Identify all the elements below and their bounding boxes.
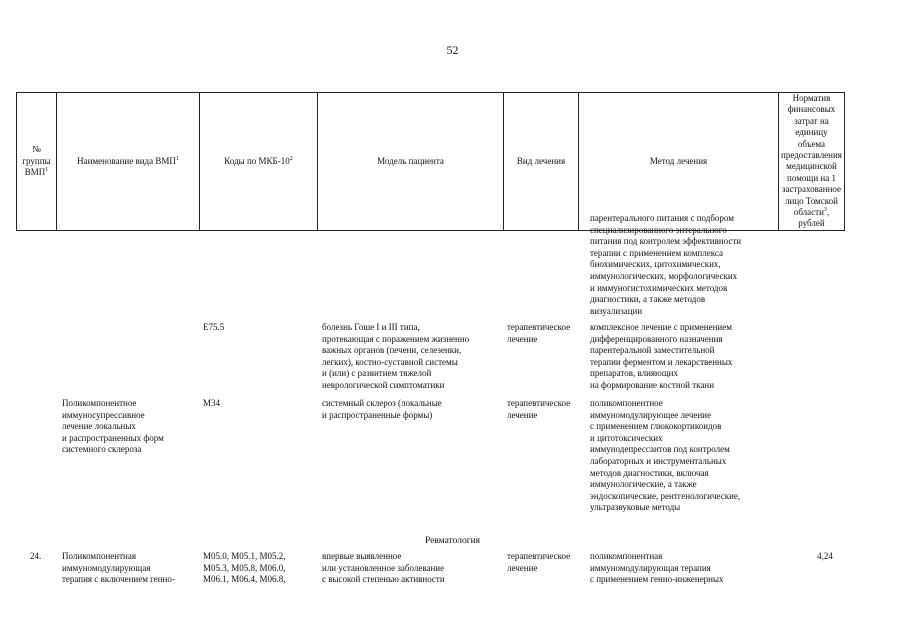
method-cell: поликомпонентная иммуномодулирующая терапия с применением генно-инженерных bbox=[590, 551, 724, 585]
patient-model-cell: системный склероз (локальные и распространенные формы) bbox=[322, 398, 442, 420]
header-treatment-type: Вид лечения bbox=[504, 93, 579, 231]
table-header bbox=[16, 92, 845, 231]
icd-codes-cell: E75.5 bbox=[203, 322, 225, 332]
icd-codes-cell: M34 bbox=[203, 398, 221, 408]
vmp-name-cell: Поликомпонентное иммуносупрессивное лечение локальных и распространенных форм системного склероза bbox=[62, 398, 164, 455]
header-cost-norm: Норматив финансовых затрат на единицу объема предоставления медицинской помощи на 1 застрахованное лицо Томской области$^3$, рублей bbox=[779, 93, 845, 231]
cost-norm-cell: 4,24 bbox=[817, 551, 833, 561]
header-treatment-method: Метод лечения bbox=[579, 93, 779, 231]
patient-model-cell: болезнь Гоше I и III типа, протекающая с поражением жизненно важных органов (печени, селезенки, легких), костно-суставной системы и (или) с развитием тяжелой неврологической симптоматики bbox=[322, 322, 470, 390]
section-title: Ревматология bbox=[424, 536, 481, 546]
treatment-type-cell: терапевтическое лечение bbox=[507, 398, 571, 420]
header-patient-model: Модель пациента bbox=[318, 93, 504, 231]
page-number: 52 bbox=[446, 43, 459, 57]
group-number-cell: 24. bbox=[30, 551, 42, 561]
method-cell: поликомпонентное иммуномодулирующее лечение с применением глюкокортикоидов и цитотоксических иммунодепрессантов под контролем лабораторных и инструментальных методов диагностики, включая иммунологические, а также эндоскопические, рентгенологические, ультразвуковые методы bbox=[590, 398, 741, 513]
treatment-type-cell: терапевтическое лечение bbox=[507, 551, 571, 573]
header-group-number: № группы ВМП$^1$ bbox=[17, 93, 57, 231]
treatment-type-cell: терапевтическое лечение bbox=[507, 322, 571, 344]
header-vmp-name: Наименование вида ВМП$^1$ bbox=[57, 93, 200, 231]
method-cell: комплексное лечение с применением дифференцированного назначения парентеральной заместительной терапии ферментом и лекарственных препаратов, влияющих на формирование костной ткани bbox=[590, 322, 733, 390]
method-cell: парентерального питания с подбором специализированного энтерального питания под контролем эффективности терапии с применением комплекса биохимических, цитохимических, иммунологических, морфологических и иммуногистохимических методов диагностики, а также методов визуализации bbox=[590, 213, 742, 316]
icd-codes-cell: M05.0, M05.1, M05.2, M05.3, M05.8, M06.0, M06.1, M06.4, M06.8, bbox=[203, 551, 286, 585]
vmp-name-cell: Поликомпонентная иммуномодулирующая терапия с включением генно- bbox=[62, 551, 175, 585]
header-icd-codes: Коды по МКБ-$10^2$ bbox=[200, 93, 318, 231]
patient-model-cell: впервые выявленное или установленное заболевание с высокой степенью активности bbox=[322, 551, 445, 585]
